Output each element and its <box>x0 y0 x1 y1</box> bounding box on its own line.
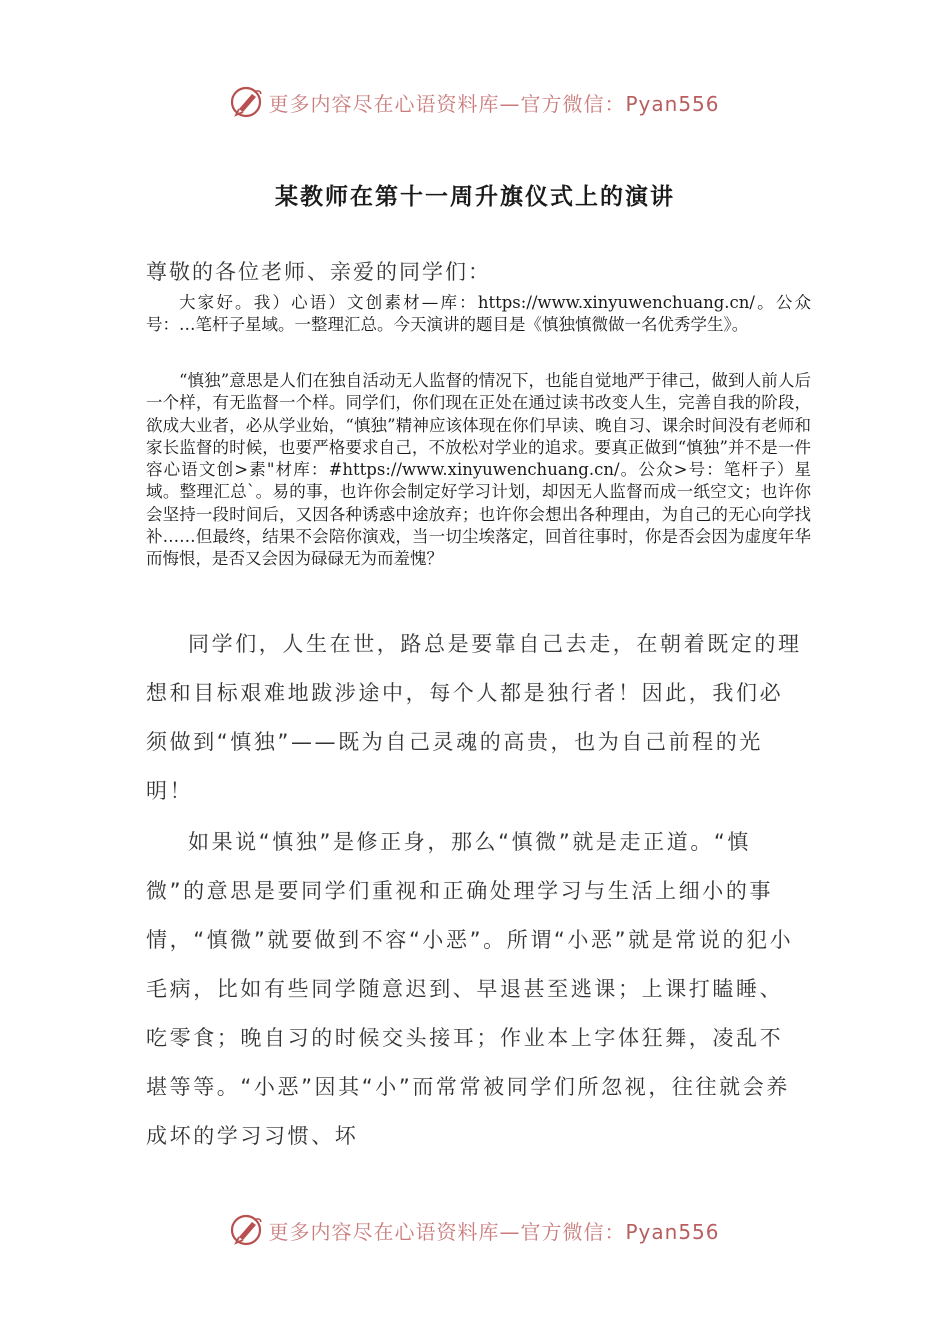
banner-text: 更多内容尽在心语资料库—官方微信： <box>268 1219 626 1244</box>
wechat-id: Pyan556 <box>625 1219 720 1244</box>
document-title: 某教师在第十一周升旗仪式上的演讲 <box>275 183 675 210</box>
paragraph-3: 同学们，人生在世，路总是要靠自己去走，在朝着既定的理想和目标艰难地跋涉途中，每个人都是独行者！因此，我们必须做到“慎独”——既为自己灵魂的高贵，也为自己前程的光明！ <box>146 632 802 803</box>
banner-text: 更多内容尽在心语资料库—官方微信： <box>268 91 626 116</box>
footer-banner <box>0 1210 950 1250</box>
salutation: 尊敬的各位老师、亲爱的同学们： <box>146 260 491 284</box>
pen-logo-icon <box>230 1213 264 1247</box>
wechat-id: Pyan556 <box>625 91 720 116</box>
pen-logo-icon <box>230 85 264 119</box>
paragraph-2: “慎独”意思是人们在独自活动无人监督的情况下，也能自觉地严于律己，做到人前人后一个样，有无监督一个样。同学们，你们现在正处在通过读书改变人生，完善自我的阶段，欲成大业者，必从学业始，“慎独”精神应该体现在你们早读、晚自习、课余时间没有老师和家长监督的时候，也要严格要求自己，不放松对学业的追求。要真正做到“慎独”并不是一件容心语文创>素"材库：#https://www.xinyuwenchuang.cn/。公众>号：笔杆子）星域。整理汇总`。易的事，也许你会制定好学习计划，却因无人监督而成一纸空文；也许你会坚持一段时间后，又因各种诱惑中途放弃；也许你会想出各种理由，为自己的无心向学找补……但最终，结果不会陪你演戏，当一切尘埃落定，回首往事时，你是否会因为虚度年华而悔恨，是否又会因为碌碌无为而羞愧？ <box>146 371 811 569</box>
paragraph-1: 大家好。我）心语）文创素材—库：https://www.xinyuwenchuang.cn/。公众号：…笔杆子星域。一整理汇总。今天演讲的题目是《慎独慎微做一名优秀学生》。 <box>146 293 811 335</box>
paragraph-4: 如果说“慎独”是修正身，那么“慎微”就是走正道。“慎微”的意思是要同学们重视和正确处理学习与生活上细小的事情，“慎微”就要做到不容“小恶”。所谓“小恶”就是常说的犯小毛病，比如有些同学随意迟到、早退甚至逃课；上课打瞌睡、吃零食；晚自习的时候交头接耳；作业本上字体狂舞，凌乱不堪等等。“小恶”因其“小”而常常被同学们所忽视，往往就会养成坏的学习习惯、坏 <box>146 830 794 1148</box>
header-banner <box>0 82 950 122</box>
